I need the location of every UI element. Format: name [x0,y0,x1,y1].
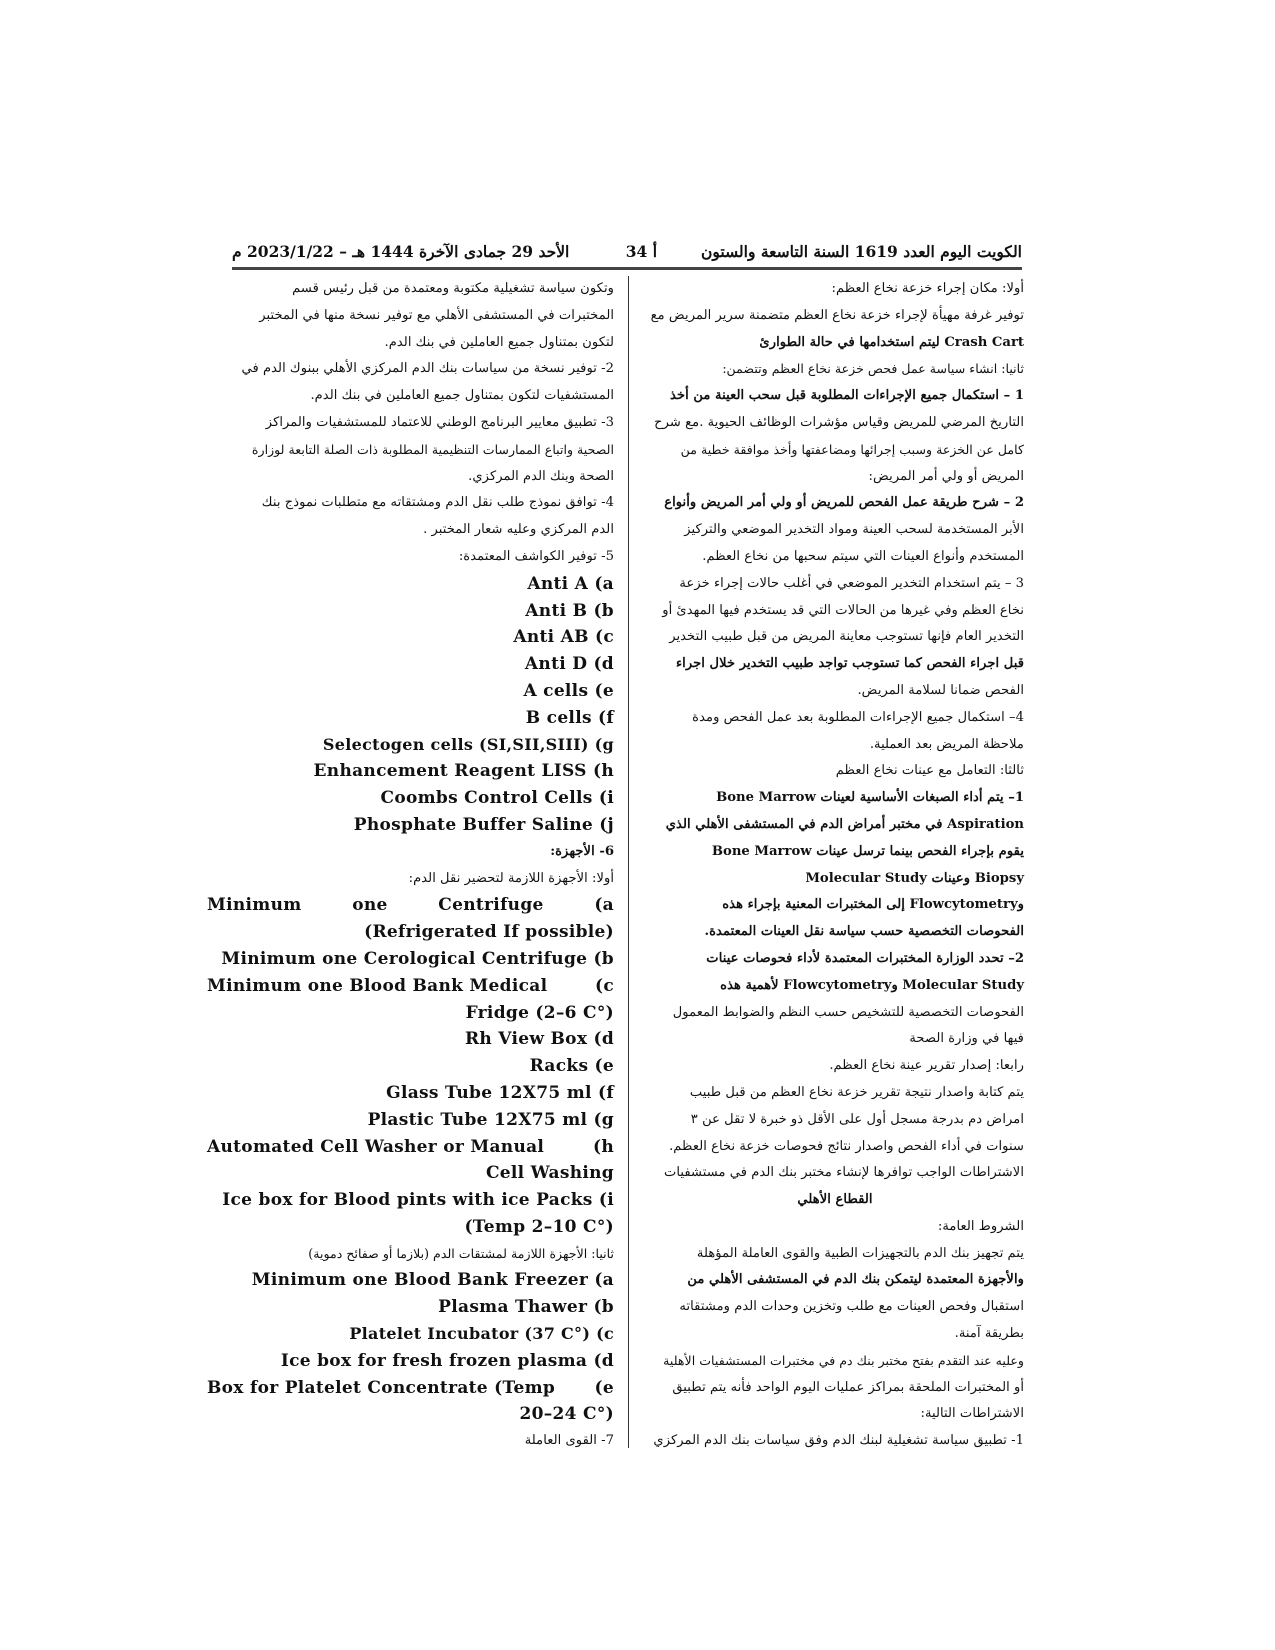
text-line: الصحية واتباع الممارسات التنظيمية المطلوبة ذات الصلة التابعة لوزارة [251,441,614,457]
device-item: Fridge (2–6 C°) [465,1002,614,1023]
reagent-item: Enhancement Reagent LISS (h [313,761,614,782]
text-line: 2– تحدد الوزارة المختبرات المعتمدة لأداء فحوصات عينات [706,950,1024,966]
reagent-item: Coombs Control Cells (i [380,788,614,809]
section-heading: 6- الأجهزة: [550,843,614,859]
text-line: 1– يتم أداء الصبغات الأساسية لعينات Bone Marrow [716,790,1024,806]
text-line: أولا: مكان إجراء خزعة نخاع العظم: [831,281,1024,296]
text-line: ملاحظة المريض بعد العملية. [869,736,1024,752]
text-line: 5- توفير الكواشف المعتمدة: [458,548,614,564]
text-line: وعليه عند التقدم بفتح مختبر بنك دم في مختبرات المستشفيات الأهلية [663,1352,1024,1368]
text-line: 2 – شرح طريقة عمل الفحص للمريض أو ولي أمر المريض وأنواع [664,495,1024,511]
device-item-e [207,1375,614,1402]
section-heading: الاشتراطات الواجب توافرها لإنشاء مختبر بنك الدم في مستشفيات [663,1165,1024,1181]
header-page-number: أ 34 [625,242,657,261]
text-line: يتم تجهيز بنك الدم بالتجهيزات الطبية والقوى العاملة المؤهلة [696,1245,1024,1261]
text-line: 3 – يتم استخدام التخدير الموضعي في أغلب حالات إجراء خزعة [679,575,1024,591]
text-line: التاريخ المرضي للمريض وقياس مؤشرات الوظائف الحيوية .مع شرح [654,414,1024,430]
text-line: وتكون سياسة تشغيلية مكتوبة ومعتمدة من قبل رئيس قسم [292,281,614,296]
text-line: 2- توفير نسخة من سياسات بنك الدم المركزي الأهلي ببنوك الدم في [241,361,614,377]
header-rule [232,267,1022,270]
text-line: المستشفيات لتكون بمتناول جميع العاملين في بنك الدم. [310,388,614,404]
device-item: Glass Tube 12X75 ml (f [386,1082,614,1103]
device-word: one [352,895,388,916]
device-item: Minimum one Cerological Centrifuge (b [221,948,614,969]
device-item-c [207,973,614,1000]
text-line: سنوات في أداء الفحص واصدار نتائج فحوصات خزعة نخاع العظم. [669,1138,1024,1154]
text-line: Biopsy وعينات Molecular Study [805,870,1024,886]
left-column [207,276,614,1455]
text-line: امراض دم بدرجة مسجل أول على الأقل ذو خبرة لا تقل عن ٣ [690,1111,1024,1127]
text-line: كامل عن الخزعة وسبب إجرائها ومضاعفتها وأخذ موافقة خطية من [680,441,1024,457]
device-word: Centrifuge [438,895,544,916]
reagent-item: Anti D (d [524,654,614,675]
device-item: Platelet Incubator (37 C°) (c [349,1324,614,1344]
text-line: وFlowcytometry إلى المختبرات المعنية بإجراء هذه [722,897,1024,913]
text-line: ثانيا: الأجهزة اللازمة لمشتقات الدم (بلازما أو صفائح دموية) [308,1245,614,1261]
device-item: Cell Washing [485,1163,614,1184]
header-publication: الكويت اليوم العدد 1619 السنة التاسعة والستون [701,242,1022,261]
text-line: 4– استكمال جميع الإجراءات المطلوبة بعد عمل الفحص ومدة [692,709,1024,725]
text-line: بطريقة آمنة. [954,1326,1024,1342]
text-line: أو المختبرات الملحقة بمراكز عمليات اليوم الواحد فأنه يتم تطبيق [672,1379,1024,1395]
text-line: الفحوصات التخصصية حسب سياسة نقل العينات المعتمدة. [704,924,1024,940]
reagent-item: Phosphate Buffer Saline (j [353,814,614,835]
device-item: (Temp 2–10 C°) [464,1216,614,1237]
column-divider [628,276,629,1448]
device-word: Box for Platelet Concentrate (Temp [207,1377,556,1398]
text-line: الأبر المستخدمة لسحب العينة ومواد التخدير الموضعي والتركيز [684,522,1024,538]
text-line: ثانيا: انشاء سياسة عمل فحص خزعة نخاع العظم وتتضمن: [722,361,1024,377]
text-line: رابعا: إصدار تقرير عينة نخاع العظم. [829,1058,1024,1074]
reagent-item: Selectogen cells (SI,SII,SIII) (g [322,734,614,754]
device-item: Plastic Tube 12X75 ml (g [367,1109,614,1130]
text-line: يقوم بإجراء الفحص بينما ترسل عينات Bone Marrow [711,843,1024,859]
text-line: المختبرات في المستشفى الأهلي مع توفير نسخة منها في المختبر [259,307,614,323]
text-line: التخدير العام فإنها تستوجب معاينة المريض من قبل طبيب التخدير [669,629,1024,645]
text-line: والأجهزة المعتمدة ليتمكن بنك الدم في المستشفى الأهلي من [687,1272,1024,1288]
text-line: الصحة وبنك الدم المركزي. [468,468,614,484]
device-word: (a [594,895,614,916]
right-column [646,276,1024,1455]
text-line: قبل اجراء الفحص كما تستوجب تواجد طبيب التخدير خلال اجراء [675,656,1024,672]
text-line: فيها في وزارة الصحة [909,1031,1024,1047]
device-word: (h [592,1136,614,1157]
section-heading: القطاع الأهلي [797,1192,873,1208]
text-line: يتم كتابة واصدار نتيجة تقرير خزعة نخاع العظم من قبل طبيب [689,1084,1024,1100]
device-item: Minimum one Blood Bank Freezer (a [251,1270,614,1291]
text-line: 1 – استكمال جميع الإجراءات المطلوبة قبل سحب العينة من أخذ [670,388,1024,404]
reagent-item: Anti B (b [525,600,614,621]
reagent-item: A cells (e [523,680,614,701]
device-item: Ice box for Blood pints with ice Packs (i [222,1190,614,1211]
text-line: استقبال وفحص العينات مع طلب وتخزين وحدات الدم ومشتقاته [679,1299,1024,1315]
text-line: الدم المركزي وعليه شعار المختبر . [423,522,614,538]
header-date: الأحد 29 جمادى الآخرة 1444 هـ – 2023/1/22 م [232,242,570,261]
text-line: الفحوصات التخصصية للتشخيص حسب النظم والضوابط المعمول [672,1004,1024,1020]
device-word: Automated Cell Washer or Manual [207,1136,545,1157]
text-line: أولا: الأجهزة اللازمة لتحضير نقل الدم: [408,870,614,886]
device-word: Minimum one Blood Bank Medical [207,975,548,996]
device-item: Plasma Thawer (b [438,1297,614,1318]
device-item: Ice box for fresh frozen plasma (d [280,1350,614,1371]
device-word: Minimum [207,895,302,916]
text-line: 3- تطبيق معايير البرنامج الوطني للاعتماد للمستشفيات والمراكز [265,414,614,430]
device-item-a [207,892,614,919]
text-line: ثالثا: التعامل مع عينات نخاع العظم [835,763,1024,779]
device-item: (Refrigerated If possible) [364,922,614,943]
reagent-item: B cells (f [525,707,614,728]
device-item: Racks (e [529,1056,614,1077]
reagent-item: Anti A (a [527,573,614,594]
text-line: نخاع العظم وفي غيرها من الحالات التي قد يستخدم فيها المهدئ أو [662,602,1024,618]
text-line: لتكون بمتناول جميع العاملين في بنك الدم. [384,334,614,350]
text-line: 1- تطبيق سياسة تشغيلية لبنك الدم وفق سياسات بنك الدم المركزي [653,1433,1024,1449]
text-line: المريض أو ولي أمر المريض: [868,468,1024,484]
reagent-item: Anti AB (c [513,627,614,648]
text-line: المستخدم وأنواع العينات التي سيتم سحبها من نخاع العظم. [702,548,1024,564]
text-line: Crash Cart ليتم استخدامها في حالة الطوارئ [759,334,1024,350]
device-item: 20–24 C°) [519,1404,614,1425]
device-item-h [207,1134,614,1161]
device-word: (c [595,975,614,996]
text-line: الاشتراطات التالية: [920,1406,1024,1422]
text-line: 4- توافق نموذج طلب نقل الدم ومشتقاته مع متطلبات نموذج بنك [261,495,614,511]
text-line: الشروط العامة: [937,1218,1024,1234]
page-header [232,242,1022,266]
device-item: Rh View Box (d [464,1029,614,1050]
text-line: 7- القوى العاملة [524,1433,614,1449]
text-line: Aspiration في مختبر أمراض الدم في المستشفى الأهلي الذي [665,816,1024,832]
device-word: (e [594,1377,614,1398]
text-line: توفير غرفة مهيأة لإجراء خزعة نخاع العظم متضمنة سرير المريض مع [650,307,1024,323]
text-line: الفحص ضمانا لسلامة المريض. [857,682,1024,698]
text-line: Molecular Study وFlowcytometry لأهمية هذه [720,977,1024,993]
